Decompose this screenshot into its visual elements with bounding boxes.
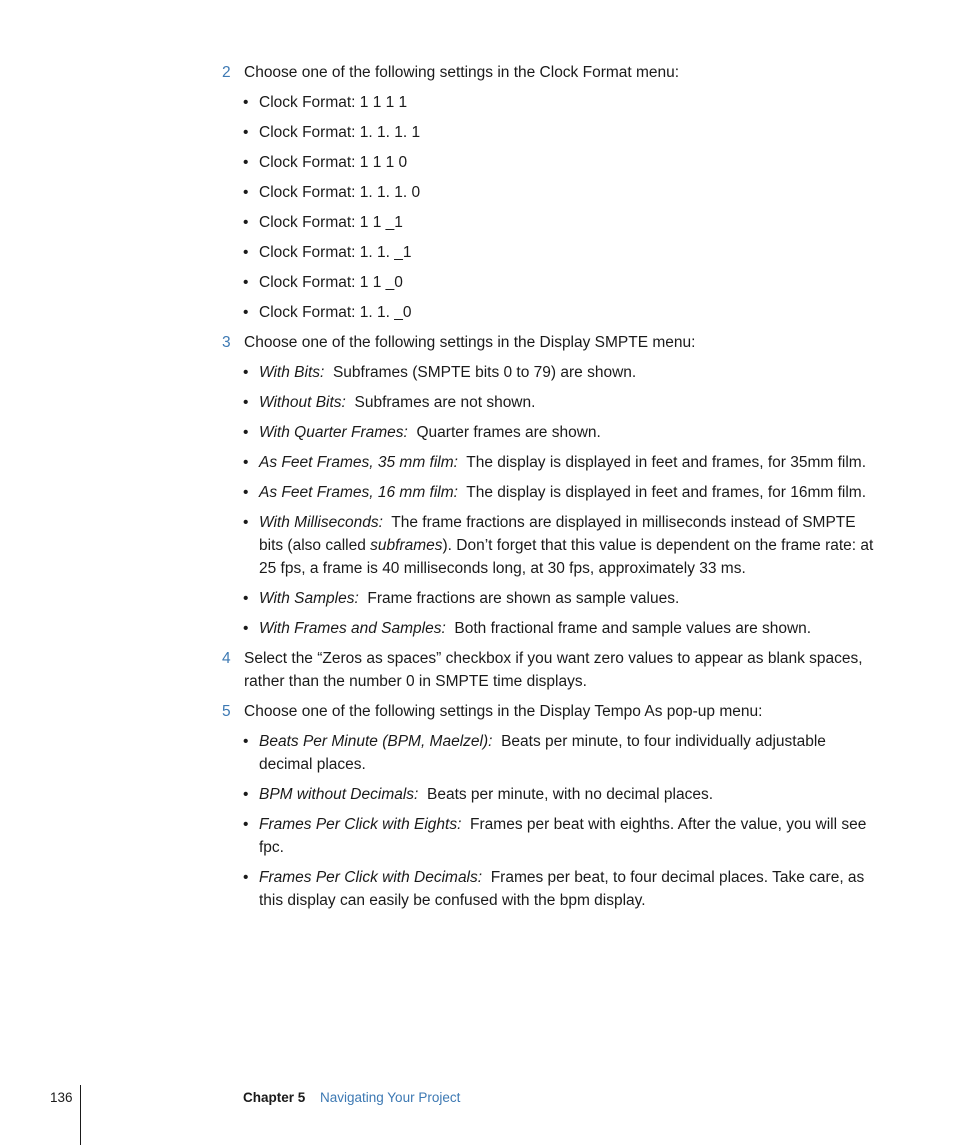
chapter-label: Chapter 5: [243, 1090, 306, 1105]
step-text: Select the “Zeros as spaces” checkbox if you want zero values to appear as blank spaces, rather than the number 0 in SMPTE time displays.: [244, 650, 863, 690]
step-text: Choose one of the following settings in the Display Tempo As pop-up menu:: [244, 703, 763, 720]
list-item: [0, 783, 954, 806]
bullet-list: [0, 361, 954, 640]
bullet-icon: •: [243, 304, 249, 321]
step-number: 4: [222, 650, 231, 667]
list-item: [0, 91, 954, 114]
bullet-icon: •: [243, 94, 249, 111]
list-item: [0, 391, 954, 414]
item-emphasis: subframes: [370, 537, 443, 554]
list-item: [0, 151, 954, 174]
item-term: As Feet Frames, 16 mm film:: [259, 484, 458, 501]
bullet-list: [0, 91, 954, 324]
chapter-title: Navigating Your Project: [320, 1090, 461, 1105]
bullet-icon: •: [243, 424, 249, 441]
item-text: Beats per minute, with no decimal places.: [426, 786, 714, 803]
step: [0, 61, 954, 84]
page-number: 136: [50, 1090, 73, 1105]
item-text-tail: ). Don’t forget that this value is dependent on the frame rate: at 25 fps, a frame is 40 milliseconds long, at 30 fps, approximately 33 ms.: [259, 537, 874, 577]
bullet-icon: •: [243, 124, 249, 141]
item-term: Frames Per Click with Eights:: [259, 816, 462, 833]
bullet-icon: •: [243, 869, 249, 886]
list-item: [0, 301, 954, 324]
bullet-icon: •: [243, 274, 249, 291]
bullet-icon: •: [243, 484, 249, 501]
item-term: With Quarter Frames:: [259, 424, 408, 441]
list-item: [0, 511, 954, 580]
list-item: [0, 421, 954, 444]
list-item: [0, 241, 954, 264]
list-item: [0, 181, 954, 204]
item-text: Clock Format: 1 1 1 0: [259, 154, 408, 171]
item-text: Clock Format: 1 1 1 1: [259, 94, 408, 111]
item-text: Frames per beat with eighths. After the value, you will see fpc.: [259, 816, 867, 856]
item-text: Subframes (SMPTE bits 0 to 79) are shown.: [332, 364, 637, 381]
list-item: [0, 730, 954, 776]
step-text: Choose one of the following settings in the Clock Format menu:: [244, 64, 680, 81]
step-number: 2: [222, 64, 231, 81]
item-term: Frames Per Click with Decimals:: [259, 869, 483, 886]
bullet-icon: •: [243, 154, 249, 171]
item-term: With Frames and Samples:: [259, 620, 446, 637]
bullet-icon: •: [243, 786, 249, 803]
item-text: The frame fractions are displayed in milliseconds instead of SMPTE bits (also called: [259, 514, 856, 554]
bullet-icon: •: [243, 184, 249, 201]
item-text: Both fractional frame and sample values are shown.: [454, 620, 812, 637]
bullet-icon: •: [243, 214, 249, 231]
item-text: The display is displayed in feet and frames, for 16mm film.: [466, 484, 867, 501]
item-text: Clock Format: 1. 1. _1: [259, 244, 412, 261]
list-item: [0, 121, 954, 144]
step: [0, 700, 954, 723]
bullet-list: [0, 730, 954, 912]
item-term: With Samples:: [259, 590, 359, 607]
item-text: Subframes are not shown.: [354, 394, 536, 411]
list-item: [0, 481, 954, 504]
step: [0, 647, 954, 693]
item-text: Clock Format: 1. 1. 1. 1: [259, 124, 421, 141]
footer-divider: [80, 1085, 81, 1145]
bullet-icon: •: [243, 590, 249, 607]
list-item: [0, 866, 954, 912]
item-term: Beats Per Minute (BPM, Maelzel):: [259, 733, 493, 750]
bullet-icon: •: [243, 620, 249, 637]
item-text: Clock Format: 1 1 _1: [259, 214, 403, 231]
bullet-icon: •: [243, 394, 249, 411]
step-number: 3: [222, 334, 231, 351]
item-term: With Milliseconds:: [259, 514, 383, 531]
page-content: [0, 61, 954, 919]
list-item: [0, 617, 954, 640]
bullet-icon: •: [243, 454, 249, 471]
list-item: [0, 361, 954, 384]
item-term: As Feet Frames, 35 mm film:: [259, 454, 458, 471]
item-term: With Bits:: [259, 364, 325, 381]
item-text: Clock Format: 1. 1. _0: [259, 304, 412, 321]
item-text: Clock Format: 1 1 _0: [259, 274, 403, 291]
list-item: [0, 587, 954, 610]
item-text: Frame fractions are shown as sample values.: [367, 590, 680, 607]
bullet-icon: •: [243, 244, 249, 261]
item-term: Without Bits:: [259, 394, 346, 411]
item-text: Clock Format: 1. 1. 1. 0: [259, 184, 421, 201]
list-item: [0, 271, 954, 294]
item-term: BPM without Decimals:: [259, 786, 419, 803]
item-text: Frames per beat, to four decimal places. Take care, as this display can easily be confused with the bpm display.: [259, 869, 865, 909]
bullet-icon: •: [243, 733, 249, 750]
bullet-icon: •: [243, 514, 249, 531]
step-number: 5: [222, 703, 231, 720]
item-text: The display is displayed in feet and frames, for 35mm film.: [466, 454, 867, 471]
item-text: Quarter frames are shown.: [416, 424, 601, 441]
bullet-icon: •: [243, 816, 249, 833]
item-text: Beats per minute, to four individually adjustable decimal places.: [259, 733, 826, 773]
step-text: Choose one of the following settings in the Display SMPTE menu:: [244, 334, 696, 351]
step: [0, 331, 954, 354]
list-item: [0, 451, 954, 474]
list-item: [0, 813, 954, 859]
list-item: [0, 211, 954, 234]
bullet-icon: •: [243, 364, 249, 381]
